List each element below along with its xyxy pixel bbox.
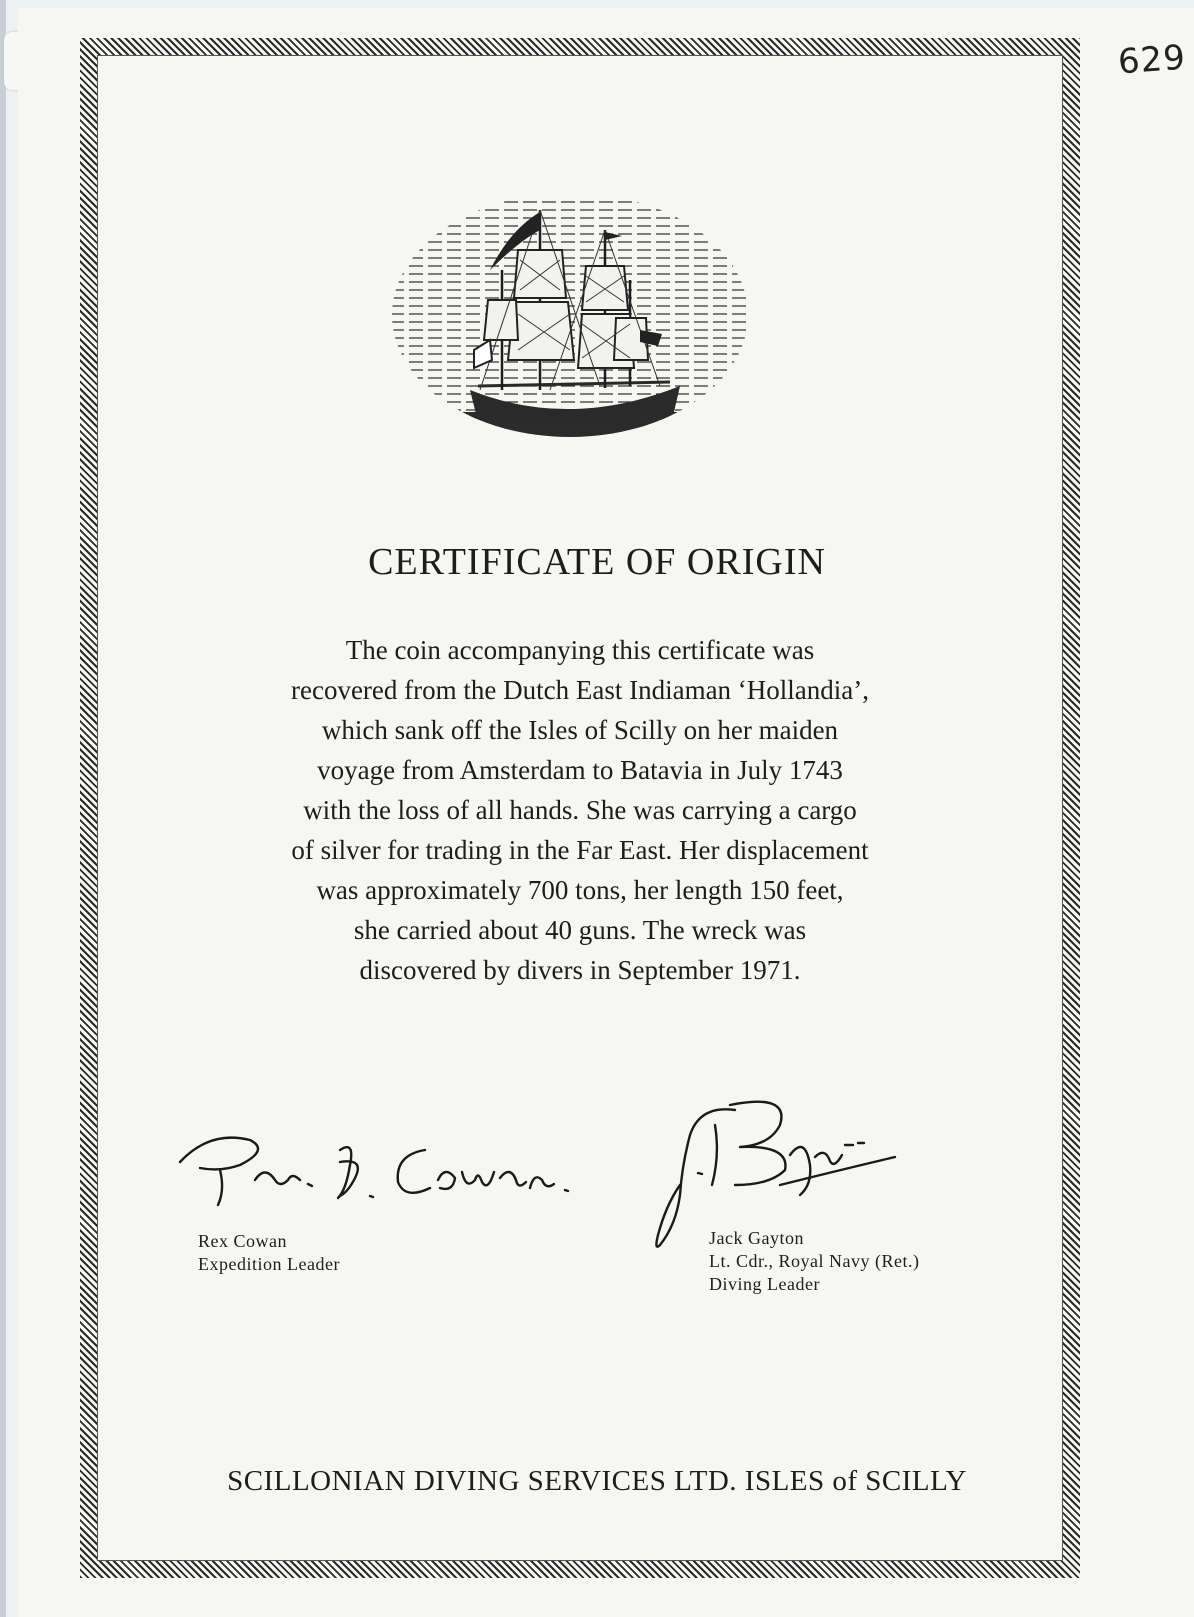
body-line: with the loss of all hands. She was carrying a cargo [303,795,857,825]
signatory-name: Rex Cowan [198,1231,287,1251]
body-line: was approximately 700 tons, her length 150 feet, [316,875,844,905]
signatory-left [198,1230,340,1276]
signatory-role: Expedition Leader [198,1254,340,1274]
body-line: which sank off the Isles of Scilly on her maiden [321,715,839,745]
body-line: The coin accompanying this certificate was [345,635,815,665]
company-footer: SCILLONIAN DIVING SERVICES LTD. ISLES of SCILLY [227,1465,967,1497]
signatory-right [709,1227,919,1296]
body-line: recovered from the Dutch East Indiaman ‘Hollandia’, [290,675,870,705]
certificate-body [200,630,960,990]
signature-rex-cowan [170,1110,590,1220]
certificate-title: CERTIFICATE OF ORIGIN [368,541,826,583]
sailing-ship-icon [390,190,750,440]
body-line: voyage from Amsterdam to Batavia in July 1743 [317,755,843,785]
signatory-name: Jack Gayton [709,1228,804,1248]
body-line: of silver for trading in the Far East. Her displacement [291,835,869,865]
signatory-rank: Lt. Cdr., Royal Navy (Ret.) [709,1251,920,1271]
body-line: she carried about 40 guns. The wreck was [353,915,807,945]
signatory-role: Diving Leader [709,1274,820,1294]
body-line: discovered by divers in September 1971. [359,955,801,985]
scan-edge [0,0,6,1617]
page-number-annotation: 629 [1116,37,1188,83]
